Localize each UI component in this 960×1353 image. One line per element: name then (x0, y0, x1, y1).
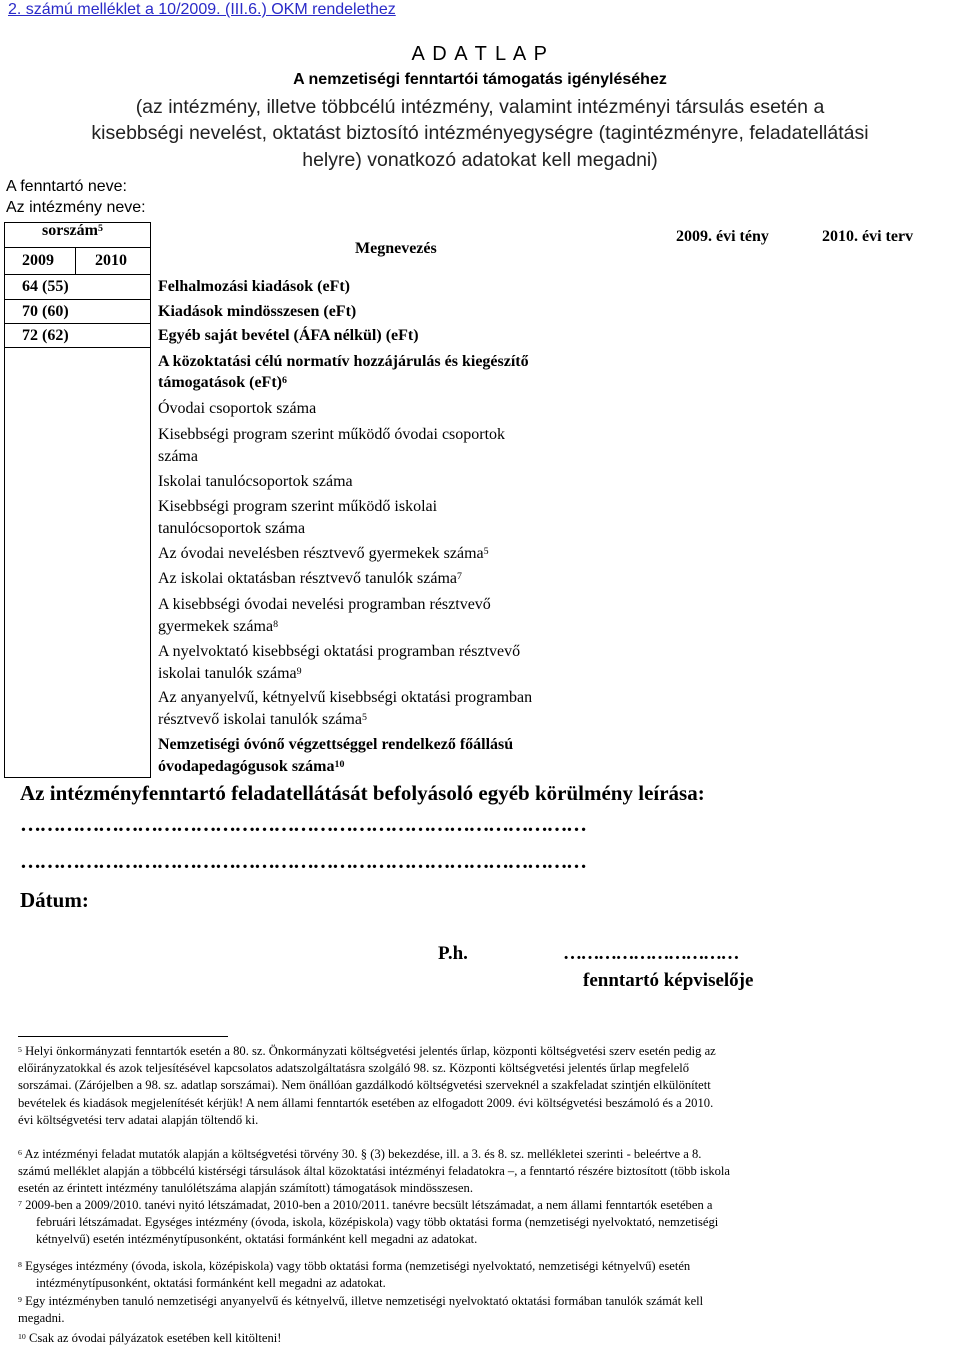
stamp-label: P.h. (438, 943, 468, 964)
row-code: 72 (62) (22, 327, 69, 344)
row-label-cont: tanulócsoportok száma (158, 520, 306, 537)
row-label: A nyelvoktató kisebbségi oktatási programban résztvevő (158, 643, 521, 660)
row-label: Az anyanyelvű, kétnyelvű kisebbségi oktatási programban (158, 689, 533, 706)
row-label: Felhalmozási kiadások (eFt) (158, 278, 350, 295)
table-border (4, 777, 151, 778)
fill-in-line[interactable]: …………………………………………………………………………… (20, 812, 586, 836)
row-code: 70 (60) (22, 303, 69, 320)
footnote-separator (18, 1036, 228, 1037)
row-label-cont: támogatások (eFt)$^6$ (158, 374, 287, 391)
signature-label: fenntartó képviselője (583, 970, 754, 991)
document-subtitle: A nemzetiségi fenntartói támogatás igényléséhez (293, 71, 667, 88)
column-header-2010-plan: 2010. évi terv (822, 228, 914, 245)
row-label: Kisebbségi program szerint működő iskolai (158, 498, 438, 515)
row-label-cont: gyermekek száma$^8$ (158, 618, 279, 635)
row-label: Egyéb saját bevétel (ÁFA nélkül) (eFt) (158, 327, 419, 344)
row-label: Nemzetiségi óvónő végzettséggel rendelkező főállású (158, 736, 514, 753)
document-title: A D A T L A P (411, 43, 549, 65)
other-circumstances-heading: Az intézményfenntartó feladatellátását befolyásoló egyéb körülmény leírása: (20, 781, 705, 805)
footnote-10: $^{10}$ Csak az óvodai pályázatok esetében kell kitölteni! (18, 1331, 282, 1345)
table-border (75, 247, 76, 274)
footnote-7: $^7$ 2009-ben a 2009/2010. tanévi nyitó létszámadat, 2010-ben a 2010/2011. tanévre becsült létszámadat, a nem állami fenntartók esetében a februári létszámadat. Egységes intézmény (óvoda, iskola, középiskola) vagy több oktatási forma (nemzetiségi nyelvoktató, nemzetiségi kétnyelvű) esetén intézménytípusonként, oktatási formánként kell megadni az adatokat. (18, 1198, 719, 1247)
table-border (4, 347, 151, 348)
row-label-cont: száma (158, 448, 198, 465)
row-label: Kisebbségi program szerint működő óvodai csoportok (158, 426, 506, 443)
table-border (150, 222, 151, 778)
maintainer-name-label: A fenntartó neve: (6, 178, 127, 195)
table-border (4, 274, 151, 275)
table-border (4, 299, 151, 300)
row-label-cont: iskolai tanulók száma$^9$ (158, 665, 302, 682)
signature-line[interactable]: ………………………… (563, 943, 738, 964)
footnote-9: $^9$ Egy intézményben tanuló nemzetiségi anyanyelvű és kétnyelvű, illetve nemzetiségi nyelvoktató oktatási formában tanulók számát kell megadni. (18, 1294, 704, 1326)
row-label: Iskolai tanulócsoportok száma (158, 473, 353, 490)
table-border (4, 247, 151, 248)
scope-note-line-3: helyre) vonatkozó adatokat kell megadni) (302, 149, 658, 171)
row-code: 64 (55) (22, 278, 69, 295)
institution-name-label: Az intézmény neve: (6, 199, 146, 216)
row-label: A kisebbségi óvodai nevelési programban résztvevő (158, 596, 491, 613)
row-label-cont: óvodapedagógusok száma$^{10}$ (158, 758, 345, 775)
column-header-megnevezes: Megnevezés (355, 240, 437, 257)
column-header-sorszam: sorszám$^5$ (42, 222, 103, 239)
date-label: Dátum: (20, 888, 89, 912)
row-label: Óvodai csoportok száma (158, 400, 317, 417)
table-border (4, 323, 151, 324)
row-label: Kiadások mindösszesen (eFt) (158, 303, 357, 320)
fill-in-line[interactable]: …………………………………………………………………………… (20, 849, 586, 873)
row-label: Az óvodai nevelésben résztvevő gyermekek száma$^5$ (158, 545, 489, 562)
row-label: Az iskolai oktatásban résztvevő tanulók száma$^7$ (158, 570, 462, 587)
annex-reference-link[interactable]: 2. számú melléklet a 10/2009. (III.6.) OKM rendelethez (8, 1, 396, 18)
footnote-5: $^5$ Helyi önkormányzati fenntartók esetén a 80. sz. Önkormányzati költségvetési jelentés űrlap, központi költségvetési szerv esetén pedig az előirányzatokkal és azok teljesítésével kapcsolatos adatszolgáltatásra szolgáló 98. sz. Központi költségvetési jelentés űrlap megfelelő sorszámai. (Zárójelben a 98. sz. adatlap sorszámai). Nem önállóan gazdálkodó költségvetési szerveknél a szakfeladat szintjén elkülönített bevételek és kiadások megjelenítését kérjük! A nem állami fenntartók esetében az elfogadott 2009. évi költségvetési beszámoló és a 2010. évi költségvetési terv adatai alapján töltendő ki. (18, 1044, 716, 1127)
table-border (4, 222, 5, 778)
scope-note-line-2: kisebbségi nevelést, oktatást biztosító intézményegységre (tagintézményre, feladatellátási (91, 122, 869, 144)
footnote-6: $^6$ Az intézményi feladat mutatók alapján a költségvetési törvény 30. § (3) bekezdése, ill. a 3. és 8. sz. mellékletei szerinti - beleértve a 8. számú melléklet alapján a többcélú kistérségi társulások által közoktatási intézményi feladatokra –, a fenntartó részére biztosított (több iskola esetén az érintett intézmény tanulólétszáma alapján számított) támogatások mindösszesen. (18, 1147, 730, 1196)
row-label-cont: résztvevő iskolai tanulók száma$^5$ (158, 711, 367, 728)
footnote-8: $^8$ Egységes intézmény (óvoda, iskola, középiskola) vagy több oktatási forma (nemzetiségi nyelvoktató, nemzetiségi kétnyelvű) esetén intézménytípusonként, oktatási formánként kell megadni az adatokat. (18, 1259, 691, 1291)
column-header-2009: 2009 (22, 252, 54, 269)
row-label: A közoktatási célú normatív hozzájárulás és kiegészítő (158, 353, 529, 370)
column-header-2009-actual: 2009. évi tény (676, 228, 769, 245)
scope-note-line-1: (az intézmény, illetve többcélú intézmény, valamint intézményi társulás esetén a (135, 96, 825, 118)
column-header-2010: 2010 (95, 252, 127, 269)
